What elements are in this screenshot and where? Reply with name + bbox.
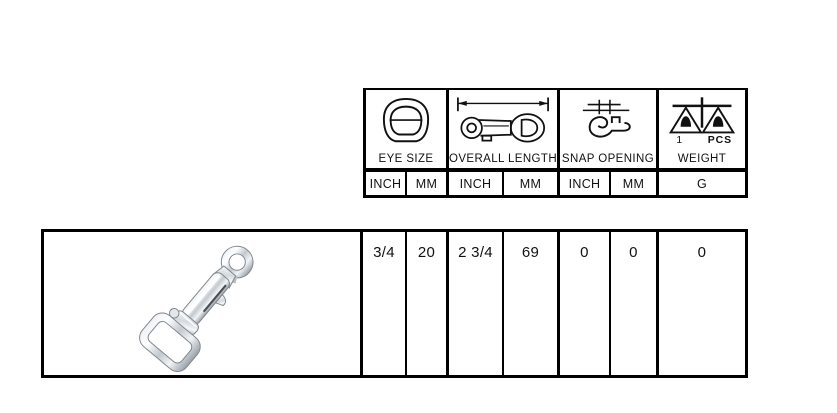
swivel-bolt-snap-photo xyxy=(114,232,290,376)
column-group-label: SNAP OPENING xyxy=(561,152,655,165)
spec-header-icon-row xyxy=(363,88,748,172)
unit-header-overall-length-inch: INCH xyxy=(449,172,504,195)
eye-size-icon xyxy=(366,90,446,154)
unit-header-eye-size-mm: MM xyxy=(407,172,449,195)
value-snap-opening-mm: 0 xyxy=(611,232,659,375)
product-photo-cell xyxy=(41,232,363,375)
overall-length-icon xyxy=(449,90,557,154)
value-snap-opening-inch: 0 xyxy=(560,232,611,375)
value-weight-g: 0 xyxy=(659,232,748,375)
value-overall-length-mm: 69 xyxy=(504,232,560,375)
snap-opening-icon xyxy=(560,90,656,154)
value-overall-length-inch: 2 3/4 xyxy=(449,232,504,375)
unit-header-overall-length-mm: MM xyxy=(504,172,560,195)
spec-header-table xyxy=(363,88,748,198)
column-group-label: EYE SIZE xyxy=(378,152,434,165)
column-group-label: WEIGHT xyxy=(677,152,727,165)
product-data-row xyxy=(41,229,748,378)
spec-header-units-row xyxy=(363,172,748,198)
column-group-snap-opening xyxy=(560,90,659,168)
weight-icon-left-pan-label: 1 xyxy=(676,134,683,146)
unit-header-snap-opening-inch: INCH xyxy=(560,172,611,195)
column-group-label: OVERALL LENGTH xyxy=(449,152,558,165)
value-eye-size-mm: 20 xyxy=(407,232,449,375)
weight-scale-icon xyxy=(659,90,745,154)
column-group-weight xyxy=(659,90,748,168)
unit-header-weight-g: G xyxy=(659,172,748,195)
column-group-eye-size xyxy=(363,90,449,168)
value-eye-size-inch: 3/4 xyxy=(363,232,407,375)
weight-icon-right-pan-label: PCS xyxy=(707,134,733,146)
unit-header-snap-opening-mm: MM xyxy=(611,172,659,195)
unit-header-eye-size-inch: INCH xyxy=(363,172,407,195)
column-group-overall-length xyxy=(449,90,560,168)
